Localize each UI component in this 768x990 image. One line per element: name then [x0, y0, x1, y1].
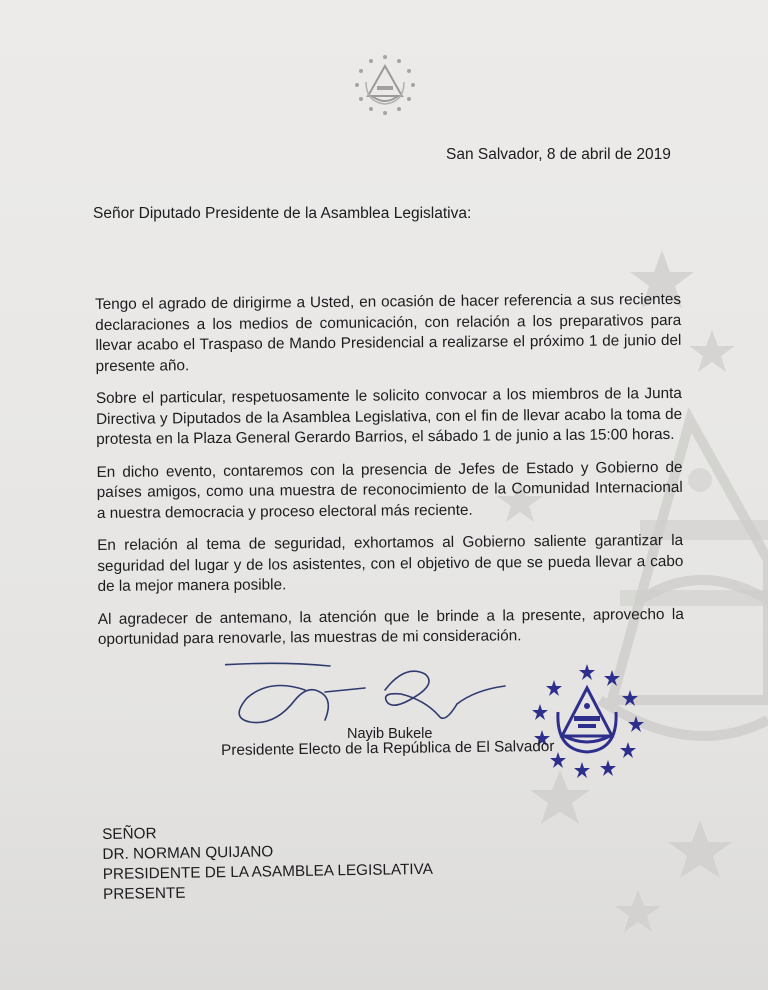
addressee-block	[102, 820, 433, 905]
body-paragraph: En dicho evento, contaremos con la presencia de Jefes de Estado y Gobierno de países amigos, como una muestra de reconocimiento de la Comunidad Internacional a nuestra democracia y proceso electoral más reciente.	[96, 458, 683, 522]
presidential-stamp-icon	[528, 662, 646, 780]
signer-title: Presidente Electo de la República de El Salvador	[221, 737, 555, 759]
addressee-line: PRESENTE	[102, 884, 186, 903]
body-paragraph: Tengo el agrado de dirigirme a Usted, en ocasión de hacer referencia a sus recientes declaraciones a los medios de comunicación, con relación a los preparativos para llevar acabo el Traspaso de Mando Presidencial a realizarse el próximo 1 de junio del presente año.	[95, 290, 682, 375]
body-paragraph: En relación al tema de seguridad, exhortamos al Gobierno saliente garantizar la seguridad del lugar y de los asistentes, con el objetivo de que se pueda llevar a cabo de la mejor manera posible.	[97, 531, 684, 595]
addressee-line: SEÑOR	[102, 825, 157, 843]
letter-salutation: Señor Diputado Presidente de la Asamblea Legislativa:	[93, 205, 472, 222]
body-paragraph: Al agradecer de antemano, la atención que le brinde a la presente, aprovecho la oportunidad para renovarle, las muestras de mi consideración.	[97, 605, 684, 648]
letter-date: San Salvador, 8 de abril de 2019	[446, 146, 671, 163]
coat-of-arms-icon	[352, 52, 418, 118]
letter-body	[95, 290, 684, 663]
addressee-line: DR. NORMAN QUIJANO	[102, 843, 274, 863]
signer-name: Nayib Bukele	[347, 726, 433, 742]
body-paragraph: Sobre el particular, respetuosamente le solicito convocar a los miembros de la Junta Directiva y Diputados de la Asamblea Legislativa, con el fin de llevar acabo la toma de protesta en la Plaza General Gerardo Barrios, el sábado 1 de junio a las 15:00 horas.	[95, 384, 683, 448]
addressee-line: PRESIDENTE DE LA ASAMBLEA LEGISLATIVA	[102, 860, 434, 883]
